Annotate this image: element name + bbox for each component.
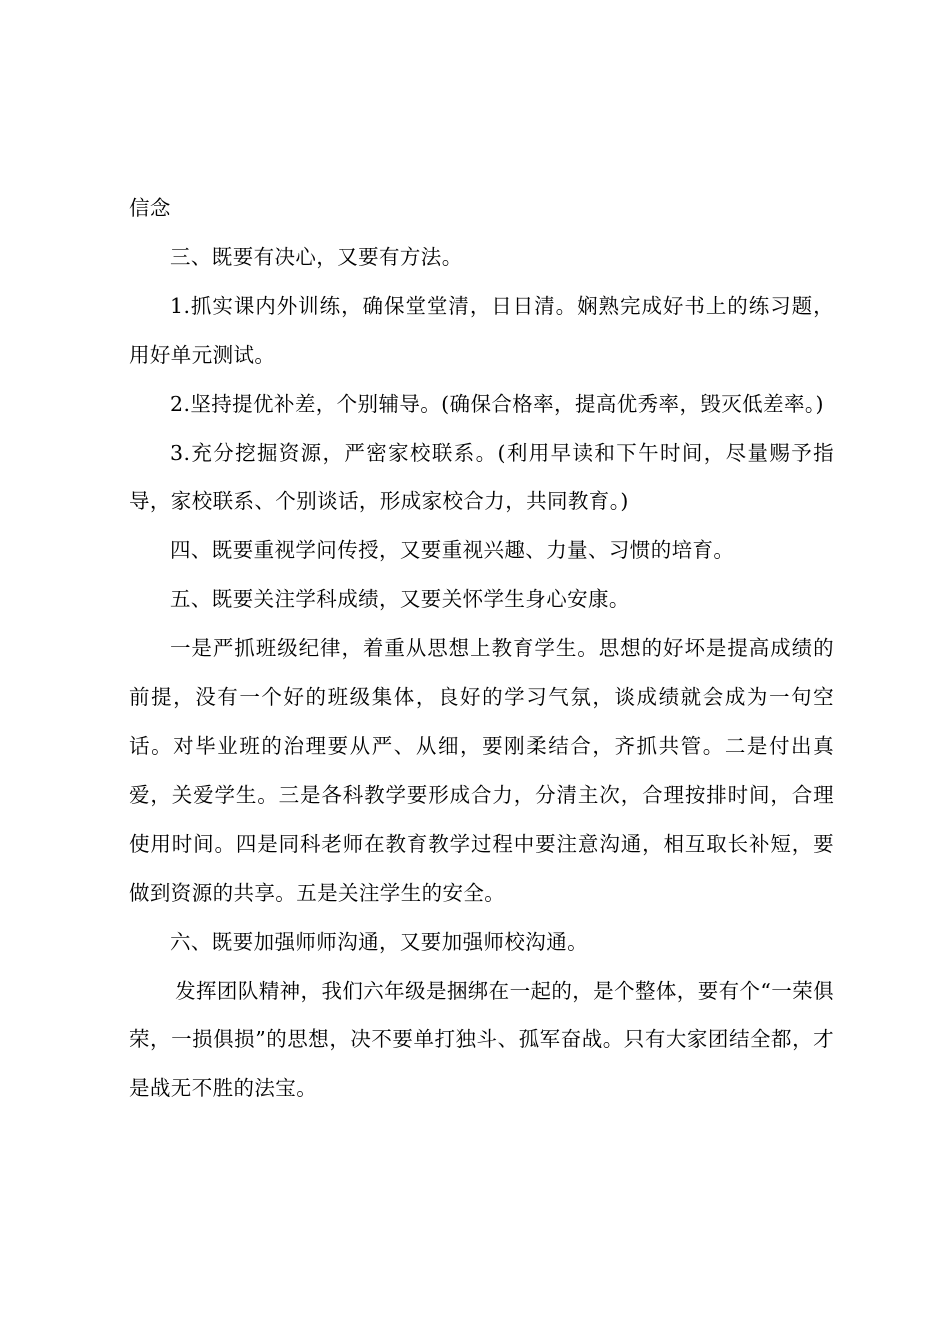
document-body <box>129 184 834 1113</box>
paragraph-continuation: 信念 <box>129 196 171 220</box>
paragraph-section-five-body: 一是严抓班级纪律，着重从思想上教育学生。思想的好坏是提高成绩的前提，没有一个好的班级集体，良好的学习气氛，谈成绩就会成为一句空话。对毕业班的治理要从严、从细，要刚柔结合，齐抓共管。二是付出真爱，关爱学生。三是各科教学要形成合力，分清主次，合理按排时间，合理使用时间。四是同科老师在教育教学过程中要注意沟通，相互取长补短，要做到资源的共享。五是关注学生的安全。 <box>129 636 834 905</box>
list-item-3: 3.充分挖掘资源，严密家校联系。(利用早读和下午时间，尽量赐予指导，家校联系、个别谈话，形成家校合力，共同教育。) <box>129 440 834 514</box>
heading-section-four: 四、既要重视学问传授，又要重视兴趣、力量、习惯的培育。 <box>170 538 735 563</box>
heading-section-six: 六、既要加强师师沟通，又要加强师校沟通。 <box>170 929 588 954</box>
heading-section-three: 三、既要有决心，又要有方法。 <box>170 244 463 269</box>
paragraph-section-six-body: 发挥团队精神，我们六年级是捆绑在一起的，是个整体，要有个“一荣俱荣，一损俱损”的思想，决不要单打独斗、孤军奋战。只有大家团结全都，才是战无不胜的法宝。 <box>129 978 834 1101</box>
list-item-1: 1.抓实课内外训练，确保堂堂清，日日清。娴熟完成好书上的练习题，用好单元测试。 <box>129 293 834 367</box>
heading-section-five: 五、既要关注学科成绩，又要关怀学生身心安康。 <box>170 587 630 612</box>
list-item-2: 2.坚持提优补差，个别辅导。(确保合格率，提高优秀率，毁灭低差率。) <box>170 391 824 416</box>
